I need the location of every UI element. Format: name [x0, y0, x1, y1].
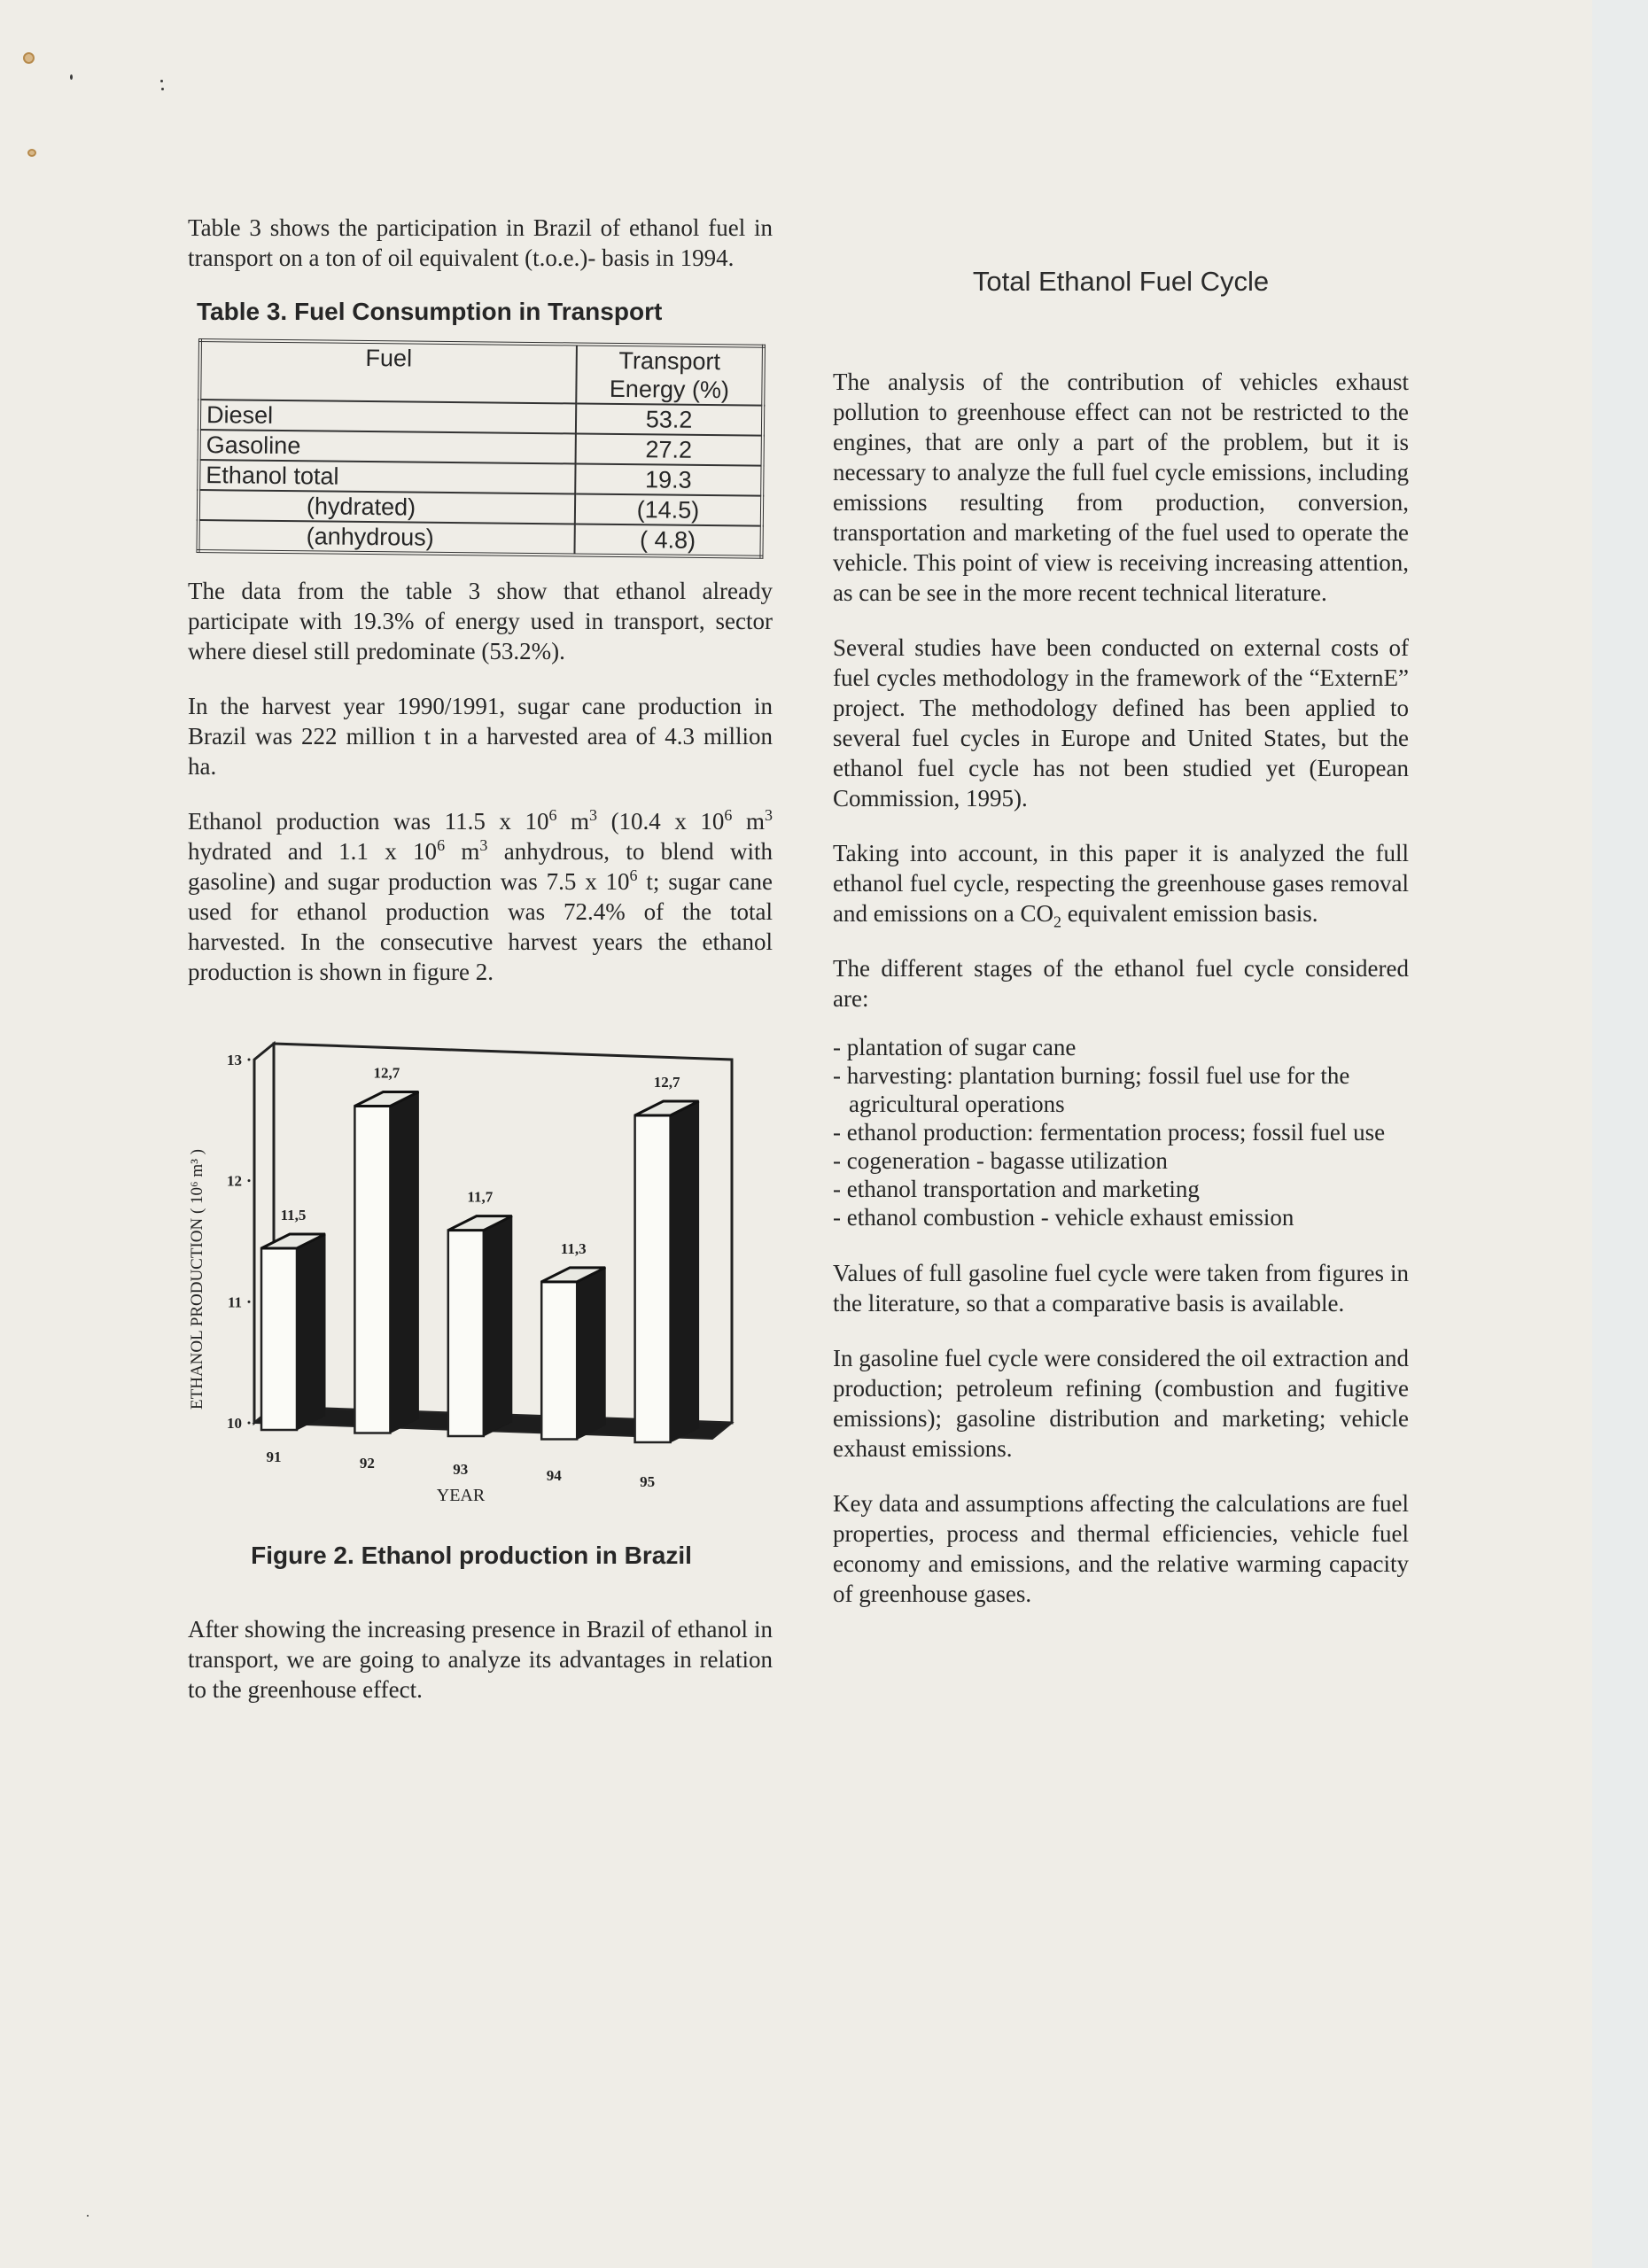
list-item: - ethanol transportation and marketing — [833, 1175, 1409, 1203]
x-tick-label: 94 — [546, 1467, 562, 1484]
data-label: 12,7 — [373, 1064, 400, 1082]
left-column — [188, 213, 773, 1729]
header-fuel: Fuel — [199, 340, 577, 403]
bar-side-91 — [297, 1234, 325, 1430]
bar-side-94 — [577, 1268, 605, 1440]
fuel-value: 27.2 — [576, 433, 763, 465]
fuel-value: (14.5) — [575, 493, 762, 525]
data-label: 11,5 — [280, 1207, 307, 1223]
scan-speck — [70, 74, 73, 80]
section-title: Total Ethanol Fuel Cycle — [972, 266, 1270, 297]
y-tick-mark — [248, 1059, 251, 1061]
table-row — [198, 520, 761, 557]
paragraph-gasoline-values: Values of full gasoline fuel cycle were taken from figures in the literature, so that a comparative basis is available. — [833, 1260, 1409, 1317]
y-tick-label: 10 — [227, 1415, 242, 1432]
paragraph-co2-basis: Taking into account, in this paper it is analyzed the full ethanol fuel cycle, respecting the greenhouse gases removal and emissions on a $CO_2$ equivalent emission basis. — [833, 840, 1409, 931]
bar-chart-svg — [170, 1022, 790, 1518]
x-tick-label: 92 — [359, 1455, 375, 1472]
punch-hole — [23, 52, 35, 64]
fuel-name: Gasoline — [199, 430, 576, 463]
fuel-name: (anhydrous) — [198, 520, 574, 555]
fuel-value: 19.3 — [575, 463, 762, 495]
x-tick-label: 93 — [453, 1461, 469, 1478]
scan-speck — [160, 80, 163, 82]
bar-side-95 — [671, 1101, 699, 1442]
table-caption: Table 3. Fuel Consumption in Transport — [197, 298, 663, 325]
paragraph-key-data: Key data and assumptions affecting the calculations are fuel properties, process and thermal efficiencies, vehicle fuel economy and emissions, and the relative warming capacity of greenhouse gases. — [833, 1490, 1409, 1607]
scan-speck — [87, 2215, 89, 2217]
y-tick-mark — [248, 1301, 251, 1303]
paragraph-conclusion: After showing the increasing presence in Brazil of ethanol in transport, we are going to analyze its advantages in relation to the greenhouse effect. — [188, 1616, 773, 1703]
fuel-value: 53.2 — [576, 403, 763, 435]
bar-front-94 — [541, 1282, 577, 1440]
paragraph-ethanol-share: The data from the table 3 show that ethanol already participate with 19.3% of energy used in transport, sector where diesel still predominate (53.2%). — [188, 578, 773, 664]
paragraph-analysis: The analysis of the contribution of vehicles exhaust pollution to greenhouse effect can not be restricted to the engines, that are only a part of the problem, but it is necessary to analyze the full fuel cycle emissions, including emissions resulting from production, conversion, transportation and marketing of the fuel used to operate the vehicle. This point of view is receiving increasing attention, as can be see in the more recent technical literature. — [833, 369, 1409, 606]
right-column — [833, 257, 1409, 1634]
x-axis-label: YEAR — [436, 1486, 486, 1505]
fuel-value: ( 4.8) — [574, 524, 761, 556]
bar-front-92 — [354, 1107, 390, 1433]
bar-front-93 — [448, 1231, 484, 1436]
y-tick-mark — [248, 1179, 251, 1182]
fuel-name: Diesel — [199, 400, 576, 433]
fuel-name: (hydrated) — [198, 490, 575, 524]
paragraph-harvest: In the harvest year 1990/1991, sugar cane production in Brazil was 222 million t in a harvested area of 4.3 million ha. — [188, 693, 773, 780]
header-transport-energy: Transport Energy (%) — [576, 344, 764, 405]
punch-hole — [27, 149, 36, 157]
list-item: - harvesting: plantation burning; fossil fuel use for the agricultural operations — [833, 1061, 1409, 1118]
list-item: - ethanol combustion - vehicle exhaust emission — [833, 1203, 1409, 1231]
table-header-row — [199, 340, 764, 406]
y-tick-label: 12 — [227, 1172, 242, 1190]
y-tick-label: 13 — [227, 1052, 242, 1068]
ethanol-production-chart — [170, 1022, 790, 1518]
list-item: - ethanol production: fermentation process; fossil fuel use — [833, 1118, 1409, 1146]
fuel-name: Ethanol total — [198, 460, 575, 493]
scan-speck — [161, 88, 164, 90]
bar-front-91 — [261, 1248, 297, 1430]
bar-side-92 — [390, 1092, 418, 1433]
list-item: - cogeneration - bagasse utilization — [833, 1146, 1409, 1175]
fuel-consumption-table — [196, 338, 765, 559]
intro-paragraph: Table 3 shows the participation in Brazil of ethanol fuel in transport on a ton of oil equivalent (t.o.e.)- basis in 1994. — [188, 214, 773, 271]
bar-side-93 — [484, 1216, 512, 1436]
x-tick-label: 95 — [640, 1473, 656, 1490]
paragraph-gasoline-cycle: In gasoline fuel cycle were considered the oil extraction and production; petroleum refining (combustion and fugitive emissions); gasoline distribution and marketing; vehicle exhaust emissions. — [833, 1345, 1409, 1462]
paragraph-stages-intro: The different stages of the ethanol fuel cycle considered are: — [833, 955, 1409, 1012]
figure-caption: Figure 2. Ethanol production in Brazil — [251, 1542, 692, 1569]
y-axis-label: ETHANOL PRODUCTION ( 10⁶ m³ ) — [188, 1149, 206, 1410]
paragraph-studies: Several studies have been conducted on external costs of fuel cycles methodology in the framework of the “ExternE” project. The methodology defined has been applied to several fuel cycles in Europe and United States, but the ethanol fuel cycle has not been studied yet (European Commission, 1995). — [833, 634, 1409, 812]
y-tick-label: 11 — [227, 1293, 242, 1311]
data-label: 12,7 — [653, 1074, 680, 1091]
bar-front-95 — [635, 1115, 671, 1442]
y-tick-mark — [248, 1422, 251, 1425]
list-item: - plantation of sugar cane — [833, 1033, 1409, 1061]
data-label: 11,3 — [560, 1239, 587, 1257]
stages-list — [833, 1033, 1409, 1231]
paragraph-production: Ethanol production was 11.5 x $10^6$ $m^3$ (10.4 x $10^6$ $m^3$ hydrated and 1.1 x $10^6$ $m^3$ anhydrous, to blend with gasoline) and sugar production was 7.5 x $10^6$ t; sugar cane used for ethanol production was 72.4% of the total harvested. In the consecutive harvest years the ethanol production is shown in figure 2. — [188, 806, 773, 985]
data-label: 11,7 — [467, 1188, 494, 1206]
x-tick-label: 91 — [266, 1449, 282, 1465]
